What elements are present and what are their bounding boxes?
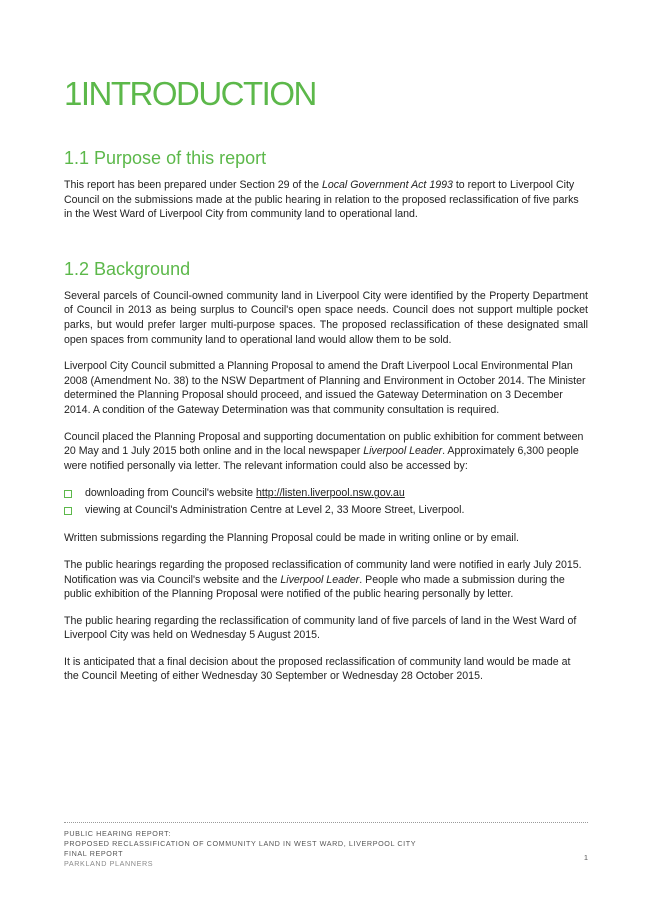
- newspaper-name: Liverpool Leader: [280, 573, 360, 586]
- background-paragraph-2: Liverpool City Council submitted a Planning Proposal to amend the Draft Liverpool Local Environmental Plan 2008 (Amendment No. 38) to the NSW Department of Planning and Environment in October 2014. The Minister determined the Planning Proposal should proceed, and issued the Gateway Determination on 3 December 2014. A condition of the Gateway Determination was that community consultation is required.: [64, 360, 586, 416]
- list-item: [64, 502, 588, 519]
- footer-report-status: FINAL REPORT: [64, 849, 124, 858]
- background-paragraph-3: [64, 430, 588, 474]
- access-methods-list: [64, 485, 588, 519]
- text-run: . People who made a submission during the public exhibition of the Planning Proposal were notified of the public hearing personally by letter.: [64, 573, 565, 601]
- section-heading-purpose: 1.1 Purpose of this report: [64, 148, 267, 168]
- background-paragraph-1: Several parcels of Council-owned community land in Liverpool City were identified by the Property Department of Council in 2013 as being surplus to Council's open space needs. Council does not support multiple pocket parks, but would prefer larger multi-purpose spaces. The proposed reclassification of these designated small open spaces from community land to operational land would allow them to be sold.: [64, 289, 588, 346]
- list-item-text: viewing at Council's Administration Centre at Level 2, 33 Moore Street, Liverpool.: [85, 504, 465, 517]
- footer-report-title: PROPOSED RECLASSIFICATION OF COMMUNITY LAND IN WEST WARD, LIVERPOOL CITY: [64, 839, 417, 848]
- checkbox-bullet-icon: [64, 490, 72, 498]
- text-run: to report to Liverpool City Council on the submissions made at the public hearing in relation to the proposed reclassification of five parks in the West Ward of Liverpool City from community land to operational land.: [64, 179, 579, 221]
- section-heading-background: 1.2 Background: [64, 258, 191, 279]
- purpose-paragraph: [64, 178, 588, 222]
- page-content: [64, 74, 588, 696]
- text-run: The public hearings regarding the proposed reclassification of community land were notified in early July 2015. Notification was via Council's website and the: [64, 558, 582, 586]
- background-paragraph-6: The public hearing regarding the reclassification of community land of five parcels of land in the West Ward of Liverpool City was held on Wednesday 5 August 2015.: [64, 614, 577, 642]
- text-run: Council placed the Planning Proposal and supporting documentation on public exhibition for comment between 20 May and 1 July 2015 both online and in the local newspaper: [64, 430, 584, 458]
- text-run: . Approximately 6,300 people were notified personally via letter. The relevant information could also be accessed by:: [64, 445, 579, 472]
- background-paragraph-5: [64, 558, 588, 602]
- checkbox-bullet-icon: [64, 507, 72, 515]
- act-name: Local Government Act 1993: [321, 179, 453, 191]
- list-item: [64, 485, 588, 502]
- chapter-title: 1INTRODUCTION: [64, 75, 316, 112]
- background-paragraph-4: Written submissions regarding the Planning Proposal could be made in writing online or by email.: [64, 532, 519, 545]
- list-item-text: downloading from Council's website: [85, 487, 257, 500]
- footer-author: PARKLAND PLANNERS: [64, 859, 154, 868]
- footer-report-type: PUBLIC HEARING REPORT:: [64, 829, 171, 838]
- text-run: This report has been prepared under Section 29 of the: [64, 179, 322, 191]
- page-number: 1: [583, 853, 588, 862]
- website-link[interactable]: http://listen.liverpool.nsw.gov.au: [256, 487, 405, 500]
- newspaper-name: Liverpool Leader: [363, 445, 443, 458]
- page-footer: [64, 822, 588, 869]
- background-paragraph-7: It is anticipated that a final decision about the proposed reclassification of community land would be made at the Council Meeting of either Wednesday 30 September or Wednesday 28 October 2015.: [64, 655, 571, 683]
